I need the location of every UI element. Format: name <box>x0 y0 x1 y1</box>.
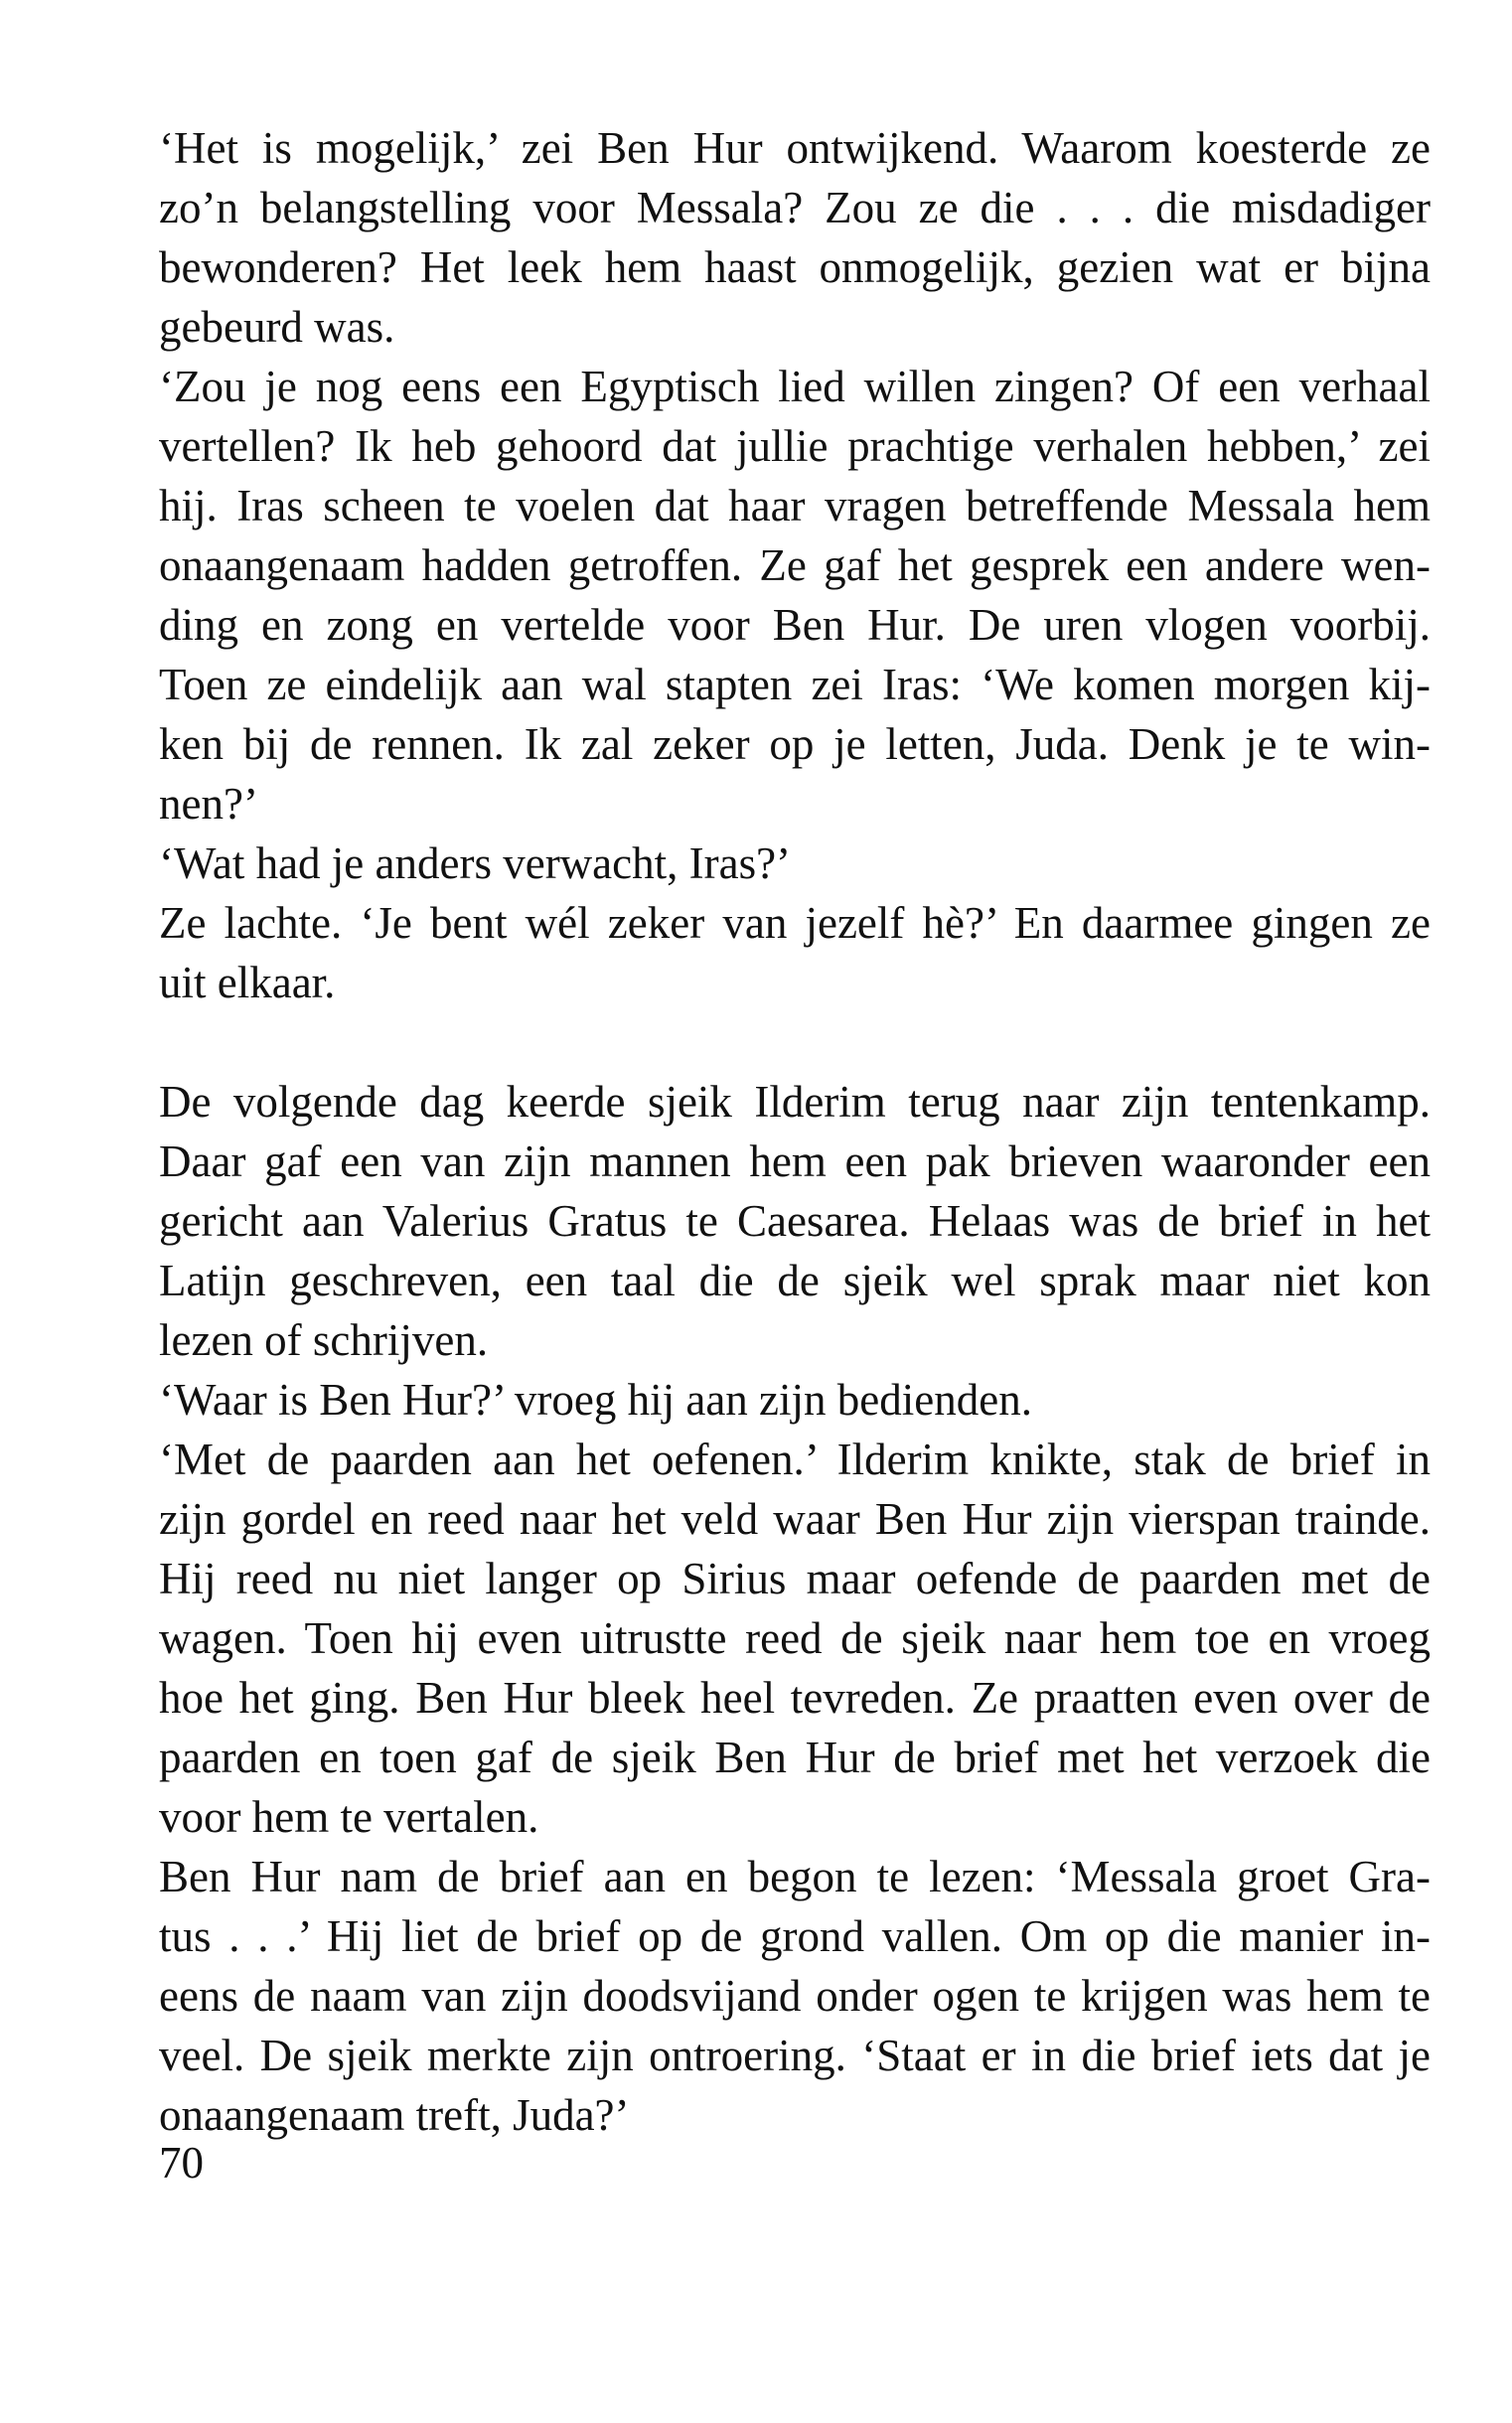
text-line: ding en zong en vertelde voor Ben Hur. De uren vlogen voorbij. <box>159 600 1431 650</box>
text-line: eens de naam van zijn doodsvijand onder ogen te krijgen was hem te <box>159 1971 1431 2021</box>
text-line: onaangenaam treft, Juda?’ <box>159 2090 630 2140</box>
text-line: veel. De sjeik merkte zijn ontroering. ‘Staat er in die brief iets dat je <box>159 2031 1431 2080</box>
text-line: ken bij de rennen. Ik zal zeker op je letten, Juda. Denk je te win- <box>159 719 1431 769</box>
text-line: ‘Waar is Ben Hur?’ vroeg hij aan zijn bedienden. <box>159 1375 1032 1425</box>
text-line: lezen of schrijven. <box>159 1315 489 1365</box>
text-line: Daar gaf een van zijn mannen hem een pak brieven waaronder een <box>159 1136 1431 1186</box>
text-line: onaangenaam hadden getroffen. Ze gaf het gesprek een andere wen- <box>159 540 1431 590</box>
text-line: zo’n belangstelling voor Messala? Zou ze die . . . die misdadiger <box>159 183 1431 232</box>
text-line: Ben Hur nam de brief aan en begon te lezen: ‘Messala groet Gra- <box>159 1852 1431 1901</box>
text-line: gebeurd was. <box>159 302 395 352</box>
text-line: Toen ze eindelijk aan wal stapten zei Iras: ‘We komen morgen kij- <box>159 660 1431 709</box>
text-line: zijn gordel en reed naar het veld waar Ben Hur zijn vierspan trainde. <box>159 1494 1431 1544</box>
text-line: wagen. Toen hij even uitrustte reed de sjeik naar hem toe en vroeg <box>159 1613 1431 1663</box>
text-line: Latijn geschreven, een taal die de sjeik wel sprak maar niet kon <box>159 1256 1431 1305</box>
text-line: hij. Iras scheen te voelen dat haar vragen betreffende Messala hem <box>159 481 1431 530</box>
page-number: 70 <box>159 2138 204 2188</box>
text-line: Ze lachte. ‘Je bent wél zeker van jezelf hè?’ En daarmee gingen ze <box>159 898 1431 948</box>
text-line: ‘Zou je nog eens een Egyptisch lied willen zingen? Of een verhaal <box>159 362 1431 411</box>
text-line: bewonderen? Het leek hem haast onmogelijk, gezien wat er bijna <box>159 242 1431 292</box>
text-line: paarden en toen gaf de sjeik Ben Hur de brief met het verzoek die <box>159 1733 1431 1782</box>
text-line: tus . . .’ Hij liet de brief op de grond vallen. Om op die manier in- <box>159 1911 1431 1961</box>
text-line: ‘Met de paarden aan het oefenen.’ Ilderim knikte, stak de brief in <box>159 1435 1431 1484</box>
text-line: hoe het ging. Ben Hur bleek heel tevreden. Ze praatten even over de <box>159 1673 1431 1723</box>
text-line: ‘Wat had je anders verwacht, Iras?’ <box>159 838 792 888</box>
text-line: vertellen? Ik heb gehoord dat jullie prachtige verhalen hebben,’ zei <box>159 421 1431 471</box>
text-line: De volgende dag keerde sjeik Ilderim terug naar zijn tentenkamp. <box>159 1077 1431 1127</box>
text-line: voor hem te vertalen. <box>159 1792 539 1842</box>
text-line: Hij reed nu niet langer op Sirius maar oefende de paarden met de <box>159 1554 1431 1603</box>
text-line: uit elkaar. <box>159 958 336 1007</box>
text-line: gericht aan Valerius Gratus te Caesarea. Helaas was de brief in het <box>159 1196 1431 1246</box>
text-line: nen?’ <box>159 779 258 829</box>
text-line: ‘Het is mogelijk,’ zei Ben Hur ontwijkend. Waarom koesterde ze <box>159 123 1431 173</box>
